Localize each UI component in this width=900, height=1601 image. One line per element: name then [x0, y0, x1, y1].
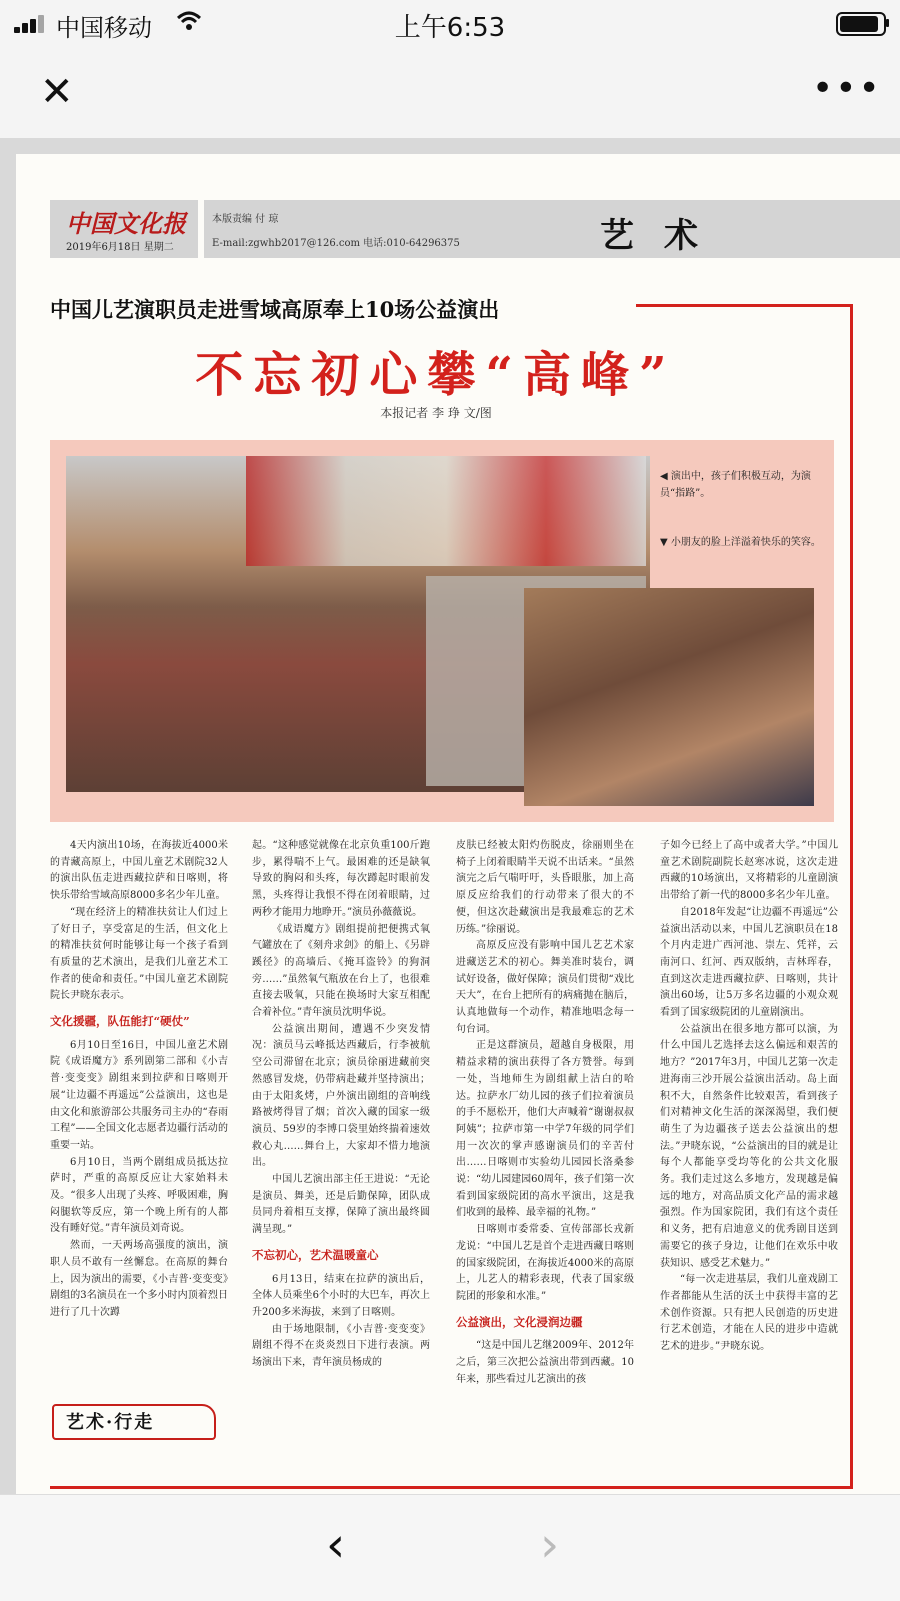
contact-info: E-mail:zgwhb2017@126.com 电话:010-64296375	[212, 238, 460, 249]
masthead-logo-block	[50, 200, 198, 258]
photo-caption-2: ▼ 小朋友的脸上洋溢着快乐的笑容。	[660, 537, 821, 548]
article-paragraph: 正是这群演员，超越自身极限，用精益求精的演出获得了各方赞誉。每到一处，当地师生为剧组献上洁白的哈达。拉萨水厂幼儿园的孩子们拉着演员的手不愿松开，他们大声喊着“谢谢叔叔阿姨”；拉萨市第一中学7年级的同学们用一次次的掌声感谢演员们的辛苦付出……日喀则市实验幼儿园园长洛桑参说：“幼儿园建园60周年，孩子们第一次看到国家级院团的高水平演出，这是我们收到的最棒、最幸福的礼物。”	[456, 1040, 634, 1219]
section-subheading: 公益演出，文化浸润边疆	[456, 1314, 583, 1329]
newspaper-page	[16, 154, 900, 1494]
article-column-2	[252, 838, 430, 1372]
article-column-4	[660, 838, 838, 1356]
article-paragraph: 子如今已经上了高中或者大学。”中国儿童艺术剧院副院长赵寒冰说，这次走进西藏的10场演出，又将精彩的儿童剧演出带给了新一代的8000多名少年儿童。	[660, 840, 838, 902]
battery-icon	[836, 12, 886, 36]
article-byline: 本报记者 李 琤 文/图	[380, 406, 492, 420]
photo-caption-1: ◀ 演出中，孩子们积极互动，为演员“指路”。	[660, 471, 811, 499]
article-paragraph: 皮肤已经被太阳灼伤脱皮，徐丽则坐在椅子上闭着眼睛半天说不出话来。“虽然演完之后气喘吁吁，头昏眼胀，加上高原反应给我们的行动带来了很大的不便，但这次赴藏演出是我最难忘的艺术历练。”徐丽说。	[456, 840, 634, 935]
section-subheading: 文化援疆，队伍能打“硬仗”	[50, 1014, 190, 1029]
article-paragraph: “这是中国儿艺继2009年、2012年之后，第三次把公益演出带到西藏。10年来，那些看过儿艺演出的孩	[456, 1340, 634, 1385]
issue-date: 2019年6月18日 星期二	[66, 242, 174, 253]
article-paragraph: “现在经济上的精准扶贫让人们过上了好日子，享受富足的生活，但文化上的精准扶贫何时能够让每一个孩子看到有质量的艺术演出，是我们儿童艺术工作者的使命和责任。”中国儿童艺术剧院院长尹晓东表示。	[50, 906, 228, 1002]
article-subheadline: 中国儿艺演职员走进雪域高原奉上10场公益演出	[50, 297, 500, 322]
newspaper-logo: 中国文化报	[66, 209, 186, 238]
clock-time: 上午6:53	[394, 13, 506, 43]
article-paragraph: 起。“这种感觉就像在北京负重100斤跑步，累得喘不上气。最困难的还是缺氧导致的胸闷和头疼，每次蹲起时眼前发黑，头疼得让我恨不得在闭着眼睛，过两秒才能用力地睁开。”演员孙薇薇说。	[252, 840, 430, 918]
close-icon[interactable]: ✕	[40, 69, 74, 115]
article-paragraph: 自2018年发起“让边疆不再遥远”公益演出活动以来，中国儿艺演职员在18个月内走进广西河池、崇左、凭祥，云南河口、红河、西双版纳，吉林珲春，直到这次走进西藏拉萨、日喀则，共计演出60场，让5万多名边疆的小观众观看到了国家级院团的儿童剧演出。	[660, 906, 838, 1019]
article-paragraph: 《成语魔方》剧组提前把便携式氧气罐放在了《刻舟求剑》的船上、《另辟蹊径》的高墙后、《掩耳盗铃》的狗洞旁……”虽然氧气瓶放在台上了，也很难直接去吸氧，只能在换场时大家互相配合着补位。”青年演员沈明华说。	[252, 923, 430, 1019]
frame-line-right	[850, 304, 853, 1486]
status-bar	[0, 0, 900, 44]
article-paragraph: “每一次走进基层，我们儿童戏剧工作者都能从生活的沃土中获得丰富的艺术创作资源。只有把人民创造的历史进行艺术创造，才能在人民的进步中造就艺术的进步。”尹晓东说。	[660, 1274, 838, 1353]
article-column-3	[456, 838, 634, 1389]
browser-nav-bar	[0, 44, 900, 139]
section-title: 艺术	[600, 216, 728, 256]
photo-panel	[50, 440, 834, 822]
article-paragraph: 6月10日至16日，中国儿童艺术剧院《成语魔方》系列剧第二部和《小吉普·变变变》剧组来到拉萨和日喀则开展“让边疆不再遥远”公益演出，这也是由文化和旅游部公共服务司主办的“春雨工程”——全国文化志愿者边疆行活动的重要一站。	[50, 1039, 228, 1151]
article-paragraph: 6月10日，当两个剧组成员抵达拉萨时，严重的高原反应让大家始料未及。“很多人出现了头疼、呼吸困难，胸闷腿软等反应，第一个晚上所有的人都没有睡好觉。”青年演员刘奇说。	[50, 1156, 228, 1235]
forward-arrow-icon[interactable]: ›	[540, 1517, 560, 1573]
article-paragraph: 公益演出在很多地方都可以演，为什么中国儿艺选择去这么偏远和艰苦的地方？”2017年3月，中国儿艺第一次走进海南三沙开展公益演出活动。岛上面积不大，自然条件比较艰苦，看到孩子们对精神文化生活的深深渴望，我们便萌生了为边疆孩子送去公益演出的想法。”尹晓东说，“公益演出的目的就是让每个人都能享受均等化的公共文化服务。我们走过这么多地方，发现越是偏远的地方，对高品质文化产品的需求越强烈。作为国家院团，我们有这个责任和义务，把有启迪意义的优秀剧目送到需要它的孩子身边，让他们在欢乐中收获知识、感受艺术魅力。”	[660, 1023, 838, 1269]
column-tag	[52, 1404, 216, 1440]
carrier-label: 中国移动	[56, 14, 152, 42]
frame-line-top	[636, 304, 850, 307]
article-column-1	[50, 838, 228, 1322]
article-paragraph: 日喀则市委常委、宣传部部长戎新龙说：“中国儿艺是首个走进西藏日喀则的国家级院团，在海拔近4000米的高原上，儿艺人的精彩表现，代表了国家级院团的形象和水准。”	[456, 1224, 634, 1302]
back-arrow-icon[interactable]: ‹	[326, 1517, 346, 1573]
frame-line-bottom	[50, 1486, 853, 1489]
more-icon[interactable]: •••	[812, 68, 882, 109]
masthead-info-block	[204, 200, 900, 258]
article-paragraph: 高原反应没有影响中国儿艺艺术家进藏送艺术的初心。舞美准时装台，调试好设备，做好保障；演员们贯彻“戏比天大”，在台上把所有的病痛抛在脑后，认真地做每一个动作，精准地唱念每一句台词。	[456, 940, 634, 1035]
article-paragraph: 中国儿艺演出部主任王进说：“无论是演员、舞美，还是后勤保障，团队成员同舟着相互支撑，保障了演出最终圆满呈现。”	[252, 1174, 430, 1236]
browser-toolbar	[0, 1494, 900, 1601]
column-tag-label: 艺术·行走	[66, 1412, 155, 1433]
article-headline: 不忘初心攀“高峰”	[195, 347, 677, 403]
article-paragraph: 由于场地限制，《小吉普·变变变》剧组不得不在炎炎烈日下进行表演。两场演出下来，青年演员杨成的	[252, 1323, 430, 1369]
article-paragraph: 6月13日，结束在拉萨的演出后，全体人员乘坐6个小时的大巴车，再次上升200多米海拔，来到了日喀则。	[252, 1273, 430, 1318]
article-paragraph: 4天内演出10场，在海拔近4000米的青藏高原上，中国儿童艺术剧院32人的演出队伍走进西藏拉萨和日喀则，将快乐带给雪域高原8000多名少年儿童。	[50, 840, 228, 902]
page-viewport[interactable]	[0, 138, 900, 1494]
article-paragraph: 公益演出期间，遭遇不少突发情况：演员马云峰抵达西藏后，行李被航空公司滞留在北京；演员徐丽进藏前突然感冒发烧，仍带病赴藏并坚持演出；由于太阳炙烤，户外演出剧组的音响线路被烤得冒了烟；首次入藏的国家一级演员、59岁的李博口袋里始终揣着速效救心丸……舞台上，大家却不惜力地演出。	[252, 1023, 430, 1169]
article-paragraph: 然而，一天两场高强度的演出，演职人员不敢有一丝懈怠。在高原的舞台上，因为演出的需要，《小吉普·变变变》剧组的3名演员在一个多小时内顶着烈日进行了几十次蹲	[50, 1240, 228, 1318]
photo-smiling-children	[524, 588, 814, 806]
section-subheading: 不忘初心，艺术温暖童心	[252, 1247, 379, 1262]
battery-tip	[886, 19, 889, 27]
page-editor: 本版责编 付 琼	[212, 214, 279, 225]
